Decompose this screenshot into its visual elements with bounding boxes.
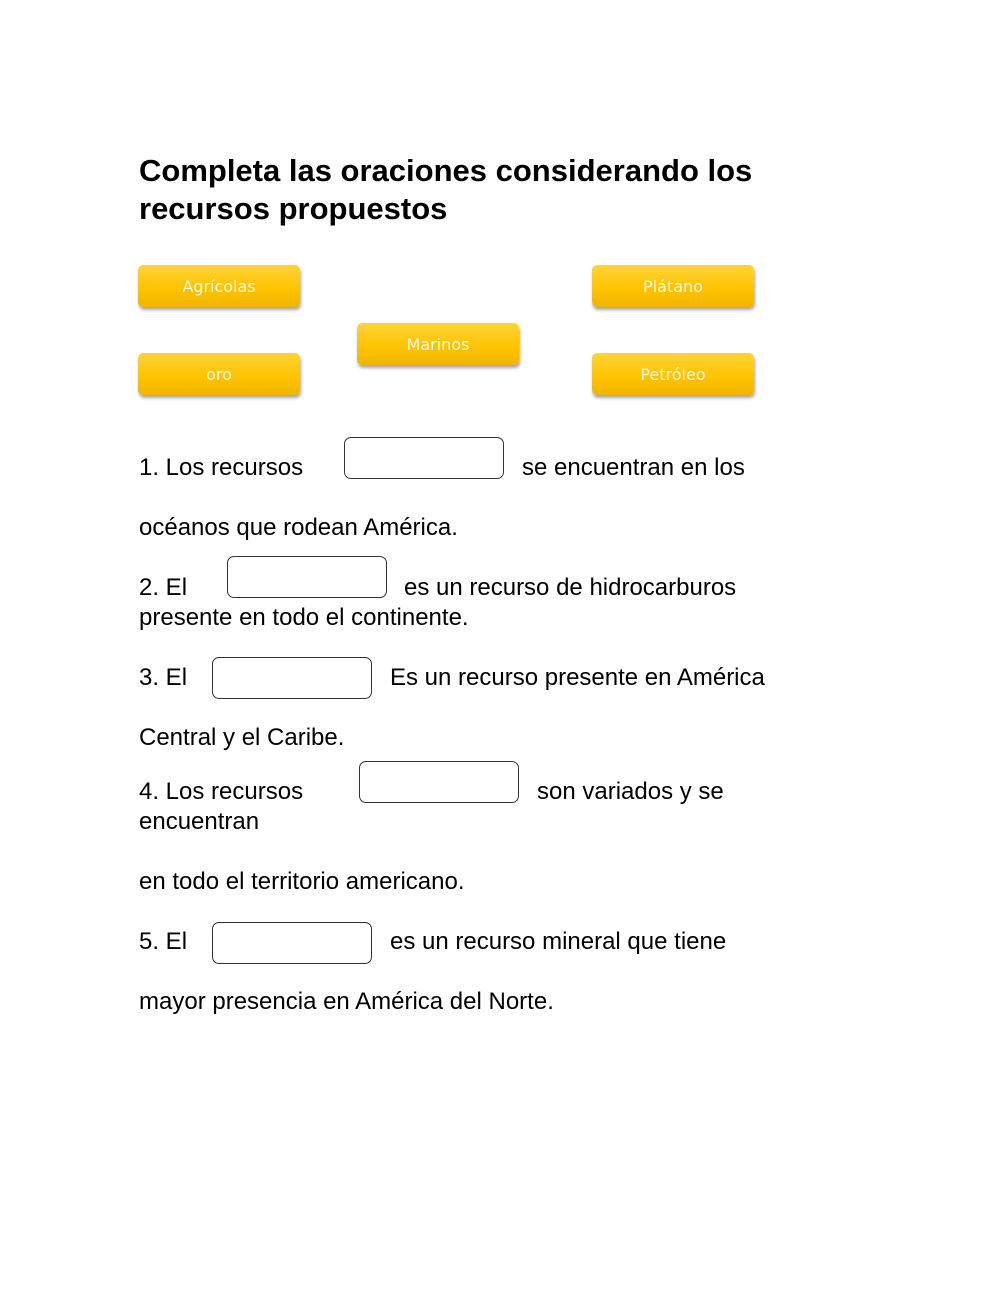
drop-zone-4[interactable] bbox=[359, 761, 519, 803]
sentence-1-line2: océanos que rodean América. bbox=[139, 514, 458, 541]
drop-zone-2[interactable] bbox=[227, 556, 387, 598]
drop-zone-1[interactable] bbox=[344, 437, 504, 479]
sentence-3-line2: Central y el Caribe. bbox=[139, 724, 345, 751]
sentence-5-after: es un recurso mineral que tiene bbox=[390, 928, 727, 955]
sentence-2-before: 2. El bbox=[139, 574, 188, 601]
sentence-5-line2: mayor presencia en América del Norte. bbox=[139, 988, 554, 1015]
sentence-3-after: Es un recurso presente en América bbox=[390, 664, 765, 691]
sentence-5-before: 5. El bbox=[139, 928, 188, 955]
sentence-4-before: 4. Los recursos bbox=[139, 778, 304, 805]
sentence-4-line2: encuentran bbox=[139, 808, 260, 835]
drop-zone-5[interactable] bbox=[212, 922, 372, 964]
chip-oro[interactable]: oro bbox=[138, 353, 300, 395]
sentence-1-after: se encuentran en los bbox=[522, 454, 745, 481]
sentence-1-before: 1. Los recursos bbox=[139, 454, 304, 481]
sentence-4-line3: en todo el territorio americano. bbox=[139, 868, 465, 895]
sentence-3-before: 3. El bbox=[139, 664, 188, 691]
chip-platano[interactable]: Plátano bbox=[592, 265, 754, 307]
drop-zone-3[interactable] bbox=[212, 657, 372, 699]
sentence-2-line2: presente en todo el continente. bbox=[139, 604, 469, 631]
sentence-4-after: son variados y se bbox=[537, 778, 724, 805]
sentence-2-after: es un recurso de hidrocarburos bbox=[404, 574, 737, 601]
page-title: Completa las oraciones considerando los recursos propuestos bbox=[139, 153, 753, 226]
chip-marinos[interactable]: Marinos bbox=[357, 323, 519, 365]
chip-petroleo[interactable]: Petróleo bbox=[592, 353, 754, 395]
chip-agricolas[interactable]: Agrícolas bbox=[138, 265, 300, 307]
